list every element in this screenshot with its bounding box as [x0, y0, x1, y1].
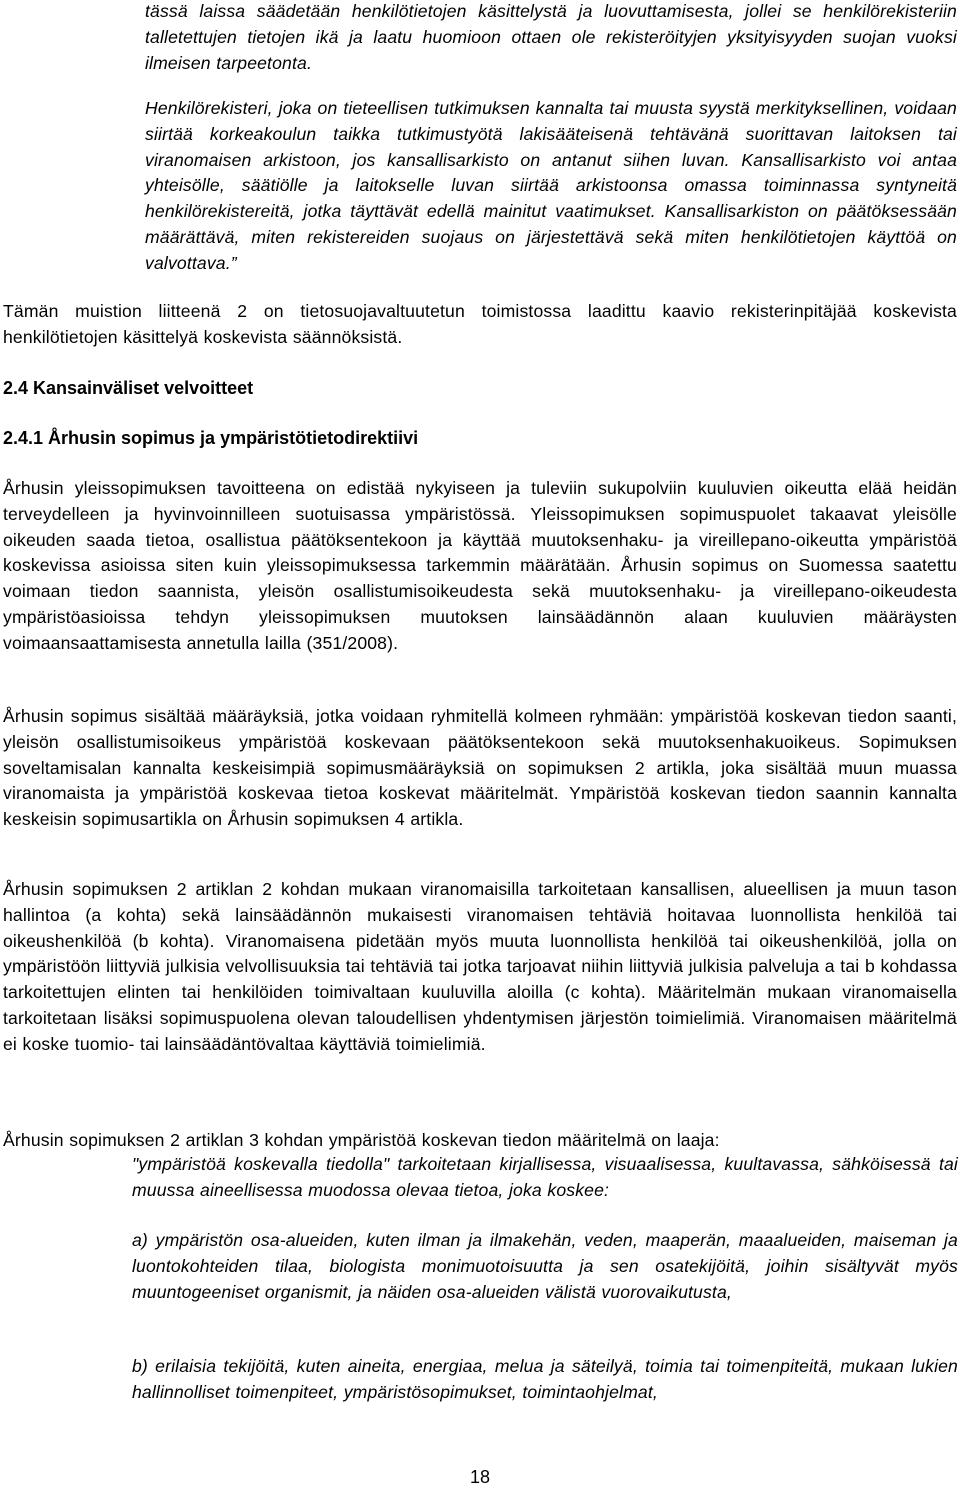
page-number: 18: [469, 1467, 491, 1487]
quote-paragraph-archives: Henkilörekisteri, joka on tieteellisen tutkimuksen kannalta tai muusta syystä merkityksellinen, voidaan siirtää korkeakoulun taikka tutkimustyötä lakisääteisenä tehtävänä suorittavan laitoksen tai viranomaisen arkistoon, jos kansallisarkisto on antanut siihen luvan. Kansallisarkisto voi antaa yhteisölle, säätiölle ja laitokselle luvan siirtää arkistoonsa omassa toiminnassa syntyneitä henkilörekistereitä, jotka täyttävät edellä mainitut vaatimukset. Kansallisarkiston on päätöksessään määrättävä, miten rekistereiden suojaus on järjestettävä sekä miten henkilötietojen käyttöä on valvottava.”: [145, 98, 957, 273]
body-paragraph-authority-definition: Århusin sopimuksen 2 artiklan 2 kohdan mukaan viranomaisilla tarkoitetaan kansallisen, alueellisen ja muun tason hallintoa (a kohta) sekä lainsäädännön mukaisesti viranomaisen tehtäviä hoitavaa luonnollista henkilöä tai oikeushenkilöä (b kohta). Viranomaisena pidetään myös muuta luonnollista henkilöä tai oikeushenkilöä, jolla on ympäristöön liittyviä julkisia velvollisuuksia tai tehtäviä tai jotka tarjoavat niihin liittyviä julkisia palveluja a tai b kohdassa tarkoitettujen elinten tai henkilöiden toimivaltaan kuuluvilla aloilla (c kohta). Määritelmän mukaan viranomaisella tarkoitetaan lisäksi sopimuspuolena olevan taloudellisen yhdentymisen järjestön toimielimiä. Viranomaisen määritelmä ei koske tuomio- tai lainsäädäntövaltaa käyttäviä toimielimiä.: [3, 879, 957, 1054]
section-heading: 2.4 Kansainväliset velvoitteet: [3, 378, 254, 398]
quote-paragraph-definition: "ympäristöä koskevalla tiedolla" tarkoitetaan kirjallisessa, visuaalisessa, kuultavassa, sähköisessä tai muussa aineellisessa muodossa olevaa tietoa, joka koskee:: [132, 1154, 958, 1200]
body-paragraph-aarhus-goals: Århusin yleissopimuksen tavoitteena on edistää nykyiseen ja tuleviin sukupolviin kuuluvien oikeutta elää heidän terveydelleen ja hyvinvoinnilleen suotuisassa ympäristössä. Yleissopimuksen sopimuspuolet takaavat yleisölle oikeuden saada tietoa, osallistua päätöksentekoon ja käyttää muutoksenhaku- ja vireillepano-oikeutta ympäristöä koskevissa asioissa siten kuin yleissopimuksessa tarkemmin määrätään. Århusin sopimus on Suomessa saatettu voimaan tiedon saannista, yleisön osallistumisoikeudesta sekä muutoksenhaku- ja vireillepano-oikeudesta ympäristöasioissa tehdyn yleissopimuksen muutoksen lainsäädännön alaan kuuluvien määräysten voimaansaattamisesta annetulla lailla (351/2008).: [3, 478, 957, 653]
quote-paragraph-continuation: tässä laissa säädetään henkilötietojen käsittelystä ja luovuttamisesta, jollei se henkilörekisteriin talletettujen tietojen ikä ja laatu huomioon ottaen ole rekisteröityjen yksityisyyden suojan vuoksi ilmeisen tarpeetonta.: [145, 1, 957, 73]
body-paragraph-information-definition-intro: Århusin sopimuksen 2 artiklan 3 kohdan ympäristöä koskevan tiedon määritelmä on laaja:: [3, 1130, 720, 1150]
body-paragraph-appendix-note: Tämän muistion liitteenä 2 on tietosuojavaltuutetun toimistossa laadittu kaavio rekisterinpitäjää koskevista henkilötietojen käsittelyä koskevista säännöksistä.: [3, 301, 957, 347]
quote-list-item-b: b) erilaisia tekijöitä, kuten aineita, energiaa, melua ja säteilyä, toimia tai toimenpiteitä, mukaan lukien hallinnolliset toimenpiteet, ympäristösopimukset, toimintaohjelmat,: [132, 1356, 958, 1402]
quote-list-item-a: a) ympäristön osa-alueiden, kuten ilman ja ilmakehän, veden, maaperän, maaalueiden, maiseman ja luontokohteiden tilaa, biologista monimuotoisuutta ja sen osatekijöitä, joihin sisältyvät myös muuntogeeniset organismit, ja näiden osa-alueiden välistä vuorovaikutusta,: [132, 1230, 958, 1302]
body-paragraph-aarhus-provisions: Århusin sopimus sisältää määräyksiä, jotka voidaan ryhmitellä kolmeen ryhmään: ympäristöä koskevan tiedon saanti, yleisön osallistumisoikeus ympäristöä koskevaan päätöksentekoon sekä muutoksenhakuoikeus. Sopimuksen soveltamisalan kannalta keskeisimpiä sopimusmääräyksiä on sopimuksen 2 artikla, joka sisältää muun muassa viranomaista ja ympäristöä koskevaa tietoa koskevat määritelmät. Ympäristöä koskevan tiedon saannin kannalta keskeisin sopimusartikla on Århusin sopimuksen 4 artikla.: [3, 706, 957, 830]
subsection-heading: 2.4.1 Århusin sopimus ja ympäristötietodirektiivi: [3, 428, 419, 448]
